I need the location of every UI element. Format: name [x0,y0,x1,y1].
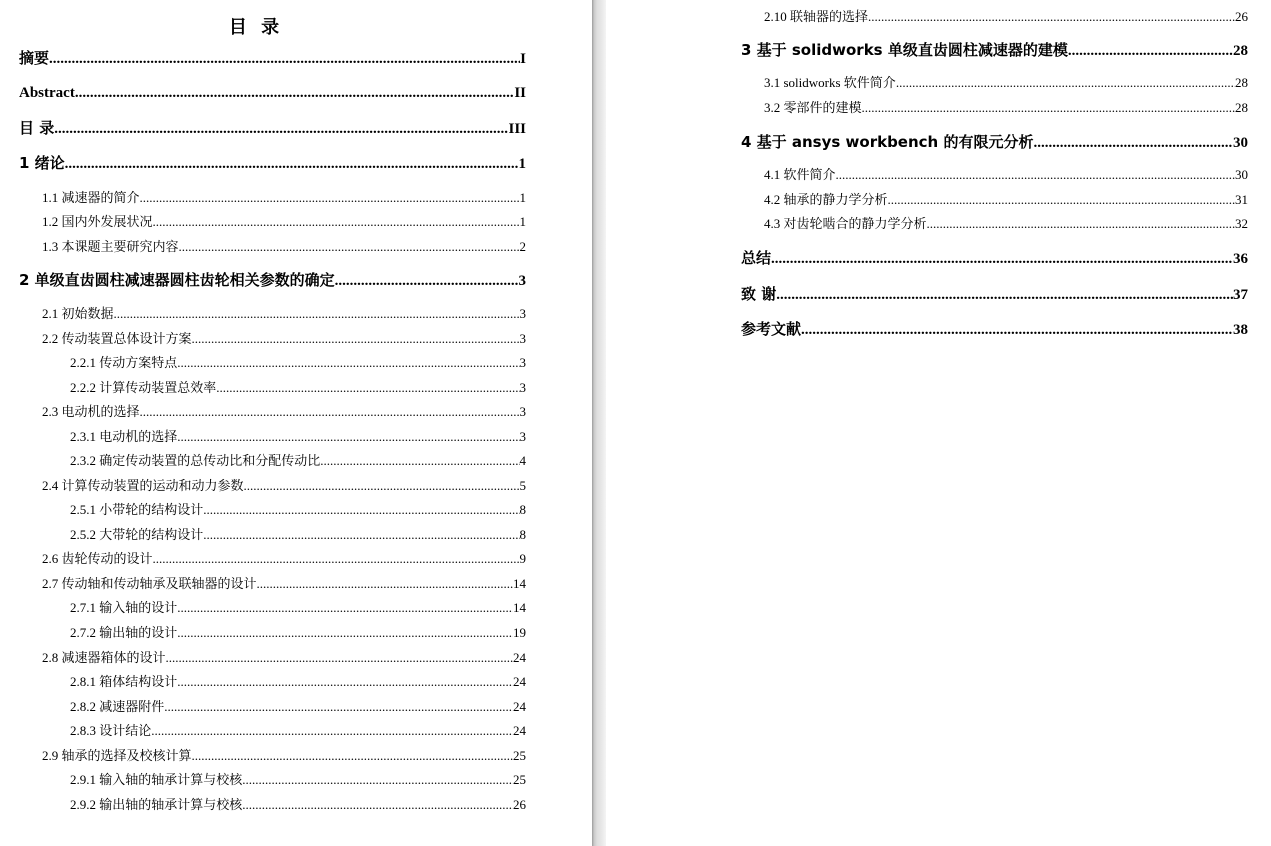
toc-entry-label: 2.2.2 计算传动装置总效率 [70,380,217,395]
toc-entry-page: 1 [518,156,526,172]
toc-entry-leader [335,271,519,291]
toc-entry-page: 26 [1235,9,1248,24]
toc-entry-label: 1.1 减速器的简介 [42,190,140,205]
toc-entry-page: 24 [513,723,526,738]
toc-entry[interactable] [42,238,526,256]
toc-entry-leader [75,83,514,103]
toc-entry[interactable] [42,403,526,421]
toc-entry-page: 38 [1233,322,1248,338]
toc-entry-page: 3 [519,429,526,444]
toc-entry[interactable] [42,213,526,231]
toc-entry[interactable] [42,477,526,495]
toc-entry[interactable] [19,118,526,139]
toc-entry-label: 1.2 国内外发展状况 [42,214,153,229]
toc-entry-label: 1.3 本课题主要研究内容 [42,239,179,254]
toc-entry-label: 总结 [741,249,772,267]
toc-entry-leader [1033,133,1233,153]
toc-entry-label: 2.4 计算传动装置的运动和动力参数 [42,478,244,493]
toc-entry-leader [776,285,1233,305]
toc-entry-leader [927,215,1235,233]
toc-entry[interactable] [741,40,1248,61]
toc-entry-leader [192,330,520,348]
toc-entry-page: 4 [519,453,526,468]
toc-entry[interactable] [42,747,526,765]
toc-entry-label: 2.2 传动装置总体设计方案 [42,331,192,346]
toc-entry-leader [177,354,519,372]
toc-entry[interactable] [70,379,526,397]
toc-entry-leader [192,747,513,765]
toc-entry[interactable] [70,354,526,372]
toc-entry-page: 26 [513,797,526,812]
toc-entry-leader [242,796,513,814]
toc-entry-label: 2 单级直齿圆柱减速器圆柱齿轮相关参数的确定 [19,271,335,289]
toc-entry-page: 25 [513,772,526,787]
toc-entry-label: 目 录 [19,119,55,137]
toc-entry-label: 2.2.1 传动方案特点 [70,355,178,370]
toc-entry[interactable] [19,153,526,174]
toc-entry-page: 1 [519,214,526,229]
toc-entry-page: 3 [519,404,526,419]
toc-entry-label: 摘要 [19,49,50,67]
toc-entry-page: II [514,85,526,101]
toc-entry-label: 4 基于 ansys workbench 的有限元分析 [741,133,1034,151]
toc-entry-label: 4.3 对齿轮啮合的静力学分析 [764,216,927,231]
toc-entry[interactable] [19,83,526,103]
page-gutter [592,0,606,846]
toc-entry-page: 3 [519,355,526,370]
toc-entry-page: 28 [1235,75,1248,90]
toc-entry-page: 8 [519,502,526,517]
toc-entry-leader [836,166,1235,184]
toc-entry[interactable] [70,452,526,470]
toc-entry-page: 19 [513,625,526,640]
toc-entry-page: 3 [519,331,526,346]
toc-entry-label: 2.9.2 输出轴的轴承计算与校核 [70,797,243,812]
toc-entry-leader [801,320,1233,340]
toc-entry[interactable] [42,330,526,348]
toc-entry-label: 4.1 软件简介 [764,167,836,182]
toc-entry-label: 2.7 传动轴和传动轴承及联轴器的设计 [42,576,257,591]
toc-entry-page: 37 [1233,287,1248,303]
toc-entry-leader [54,119,508,139]
toc-entry-page: 36 [1233,251,1248,267]
toc-entry-leader [164,698,513,716]
toc-entry[interactable] [70,796,526,814]
toc-entry-page: 3 [518,273,526,289]
toc-entry-page: 14 [513,600,526,615]
toc-entry[interactable] [764,8,1248,26]
toc-entry[interactable] [19,270,526,291]
toc-entry-leader [49,49,520,69]
toc-entry[interactable] [764,166,1248,184]
toc-entry-leader [151,722,513,740]
toc-entry-label: 2.8.3 设计结论 [70,723,152,738]
toc-entry-label: 2.8 减速器箱体的设计 [42,650,166,665]
toc-entry-label: 2.8.1 箱体结构设计 [70,674,178,689]
toc-entry-label: 2.3 电动机的选择 [42,404,140,419]
toc-entry-leader [140,189,520,207]
toc-entry-leader [320,452,519,470]
toc-entry-leader [203,501,519,519]
toc-entry[interactable] [70,698,526,716]
toc-entry-leader [179,238,520,256]
toc-page-right [606,0,1271,846]
toc-entry-page: 1 [519,190,526,205]
toc-entry-label: 4.2 轴承的静力学分析 [764,192,888,207]
toc-entry-label: 2.9.1 输入轴的轴承计算与校核 [70,772,243,787]
toc-entry-page: 30 [1235,167,1248,182]
toc-entry-leader [166,649,513,667]
toc-entry[interactable] [70,599,526,617]
toc-entry-page: 2 [519,239,526,254]
toc-entry-page: 31 [1235,192,1248,207]
toc-entry-label: 3 基于 solidworks 单级直齿圆柱减速器的建模 [741,41,1068,59]
toc-entry-page: 30 [1233,135,1248,151]
toc-entry-label: 2.3.1 电动机的选择 [70,429,178,444]
toc-entry-page: 28 [1233,43,1248,59]
toc-entry-leader [177,599,513,617]
toc-entry-leader [177,673,513,691]
toc-entry-label: 2.6 齿轮传动的设计 [42,551,153,566]
toc-entry-label: 2.7.1 输入轴的设计 [70,600,178,615]
toc-entry-page: 14 [513,576,526,591]
toc-entry[interactable] [741,248,1248,269]
toc-entry-label: Abstract [19,85,75,101]
toc-entry-leader [244,477,520,495]
toc-entry-leader [868,8,1235,26]
toc-entry[interactable] [70,624,526,642]
toc-entry-page: 9 [519,551,526,566]
toc-entry-page: I [520,51,526,67]
toc-entry-leader [153,550,520,568]
toc-entry[interactable] [42,575,526,593]
toc-entry-label: 2.8.2 减速器附件 [70,699,165,714]
toc-entry-page: 28 [1235,100,1248,115]
toc-entry-label: 2.7.2 输出轴的设计 [70,625,178,640]
toc-entry-label: 2.9 轴承的选择及校核计算 [42,748,192,763]
toc-entry-leader [771,249,1233,269]
toc-entry-label: 2.3.2 确定传动装置的总传动比和分配传动比 [70,453,321,468]
toc-entry[interactable] [70,722,526,740]
toc-entry-label: 参考文献 [741,320,802,338]
toc-entry-label: 3.2 零部件的建模 [764,100,862,115]
toc-entry-leader [862,99,1235,117]
toc-entry[interactable] [764,99,1248,117]
toc-entry[interactable] [764,191,1248,209]
toc-entry-page: 24 [513,699,526,714]
toc-entry[interactable] [741,284,1248,305]
toc-entry-page: 24 [513,674,526,689]
toc-entry[interactable] [70,428,526,446]
toc-page-left [0,0,592,846]
toc-entry[interactable] [70,771,526,789]
toc-entry-leader [177,624,513,642]
toc-entry-label: 3.1 solidworks 软件简介 [764,75,896,90]
toc-entry[interactable] [764,74,1248,92]
toc-entry[interactable] [42,550,526,568]
toc-entry-label: 2.10 联轴器的选择 [764,9,869,24]
toc-entry-page: 8 [519,527,526,542]
toc-entry-page: 3 [519,380,526,395]
toc-entry-label: 致 谢 [741,285,777,303]
toc-entry-leader [65,154,519,174]
toc-entry[interactable] [764,215,1248,233]
toc-entry-leader [216,379,519,397]
toc-entry[interactable] [42,189,526,207]
toc-entry-label: 2.5.1 小带轮的结构设计 [70,502,204,517]
toc-entry-leader [114,305,520,323]
toc-entry-page: III [508,121,526,137]
toc-entry-leader [140,403,520,421]
toc-entry-label: 2.1 初始数据 [42,306,114,321]
toc-entry-label: 2.5.2 大带轮的结构设计 [70,527,204,542]
toc-entry[interactable] [741,319,1248,340]
toc-entry[interactable] [42,305,526,323]
toc-entry-leader [1068,41,1233,61]
toc-entry-page: 32 [1235,216,1248,231]
toc-entry-leader [153,213,520,231]
toc-entry[interactable] [741,132,1248,153]
toc-entry-label: 1 绪论 [19,154,65,172]
toc-entry[interactable] [70,526,526,544]
toc-entry[interactable] [70,673,526,691]
toc-entry[interactable] [19,48,526,69]
toc-entry-leader [896,74,1235,92]
toc-title: 目 录 [228,17,284,38]
toc-entry-leader [257,575,513,593]
toc-entry-leader [177,428,519,446]
toc-entry-page: 24 [513,650,526,665]
toc-entry-leader [888,191,1235,209]
toc-entry-page: 5 [519,478,526,493]
toc-entry-page: 3 [519,306,526,321]
toc-entry-leader [242,771,513,789]
toc-entry-page: 25 [513,748,526,763]
toc-entry[interactable] [70,501,526,519]
toc-entry[interactable] [42,649,526,667]
toc-entry-leader [203,526,519,544]
